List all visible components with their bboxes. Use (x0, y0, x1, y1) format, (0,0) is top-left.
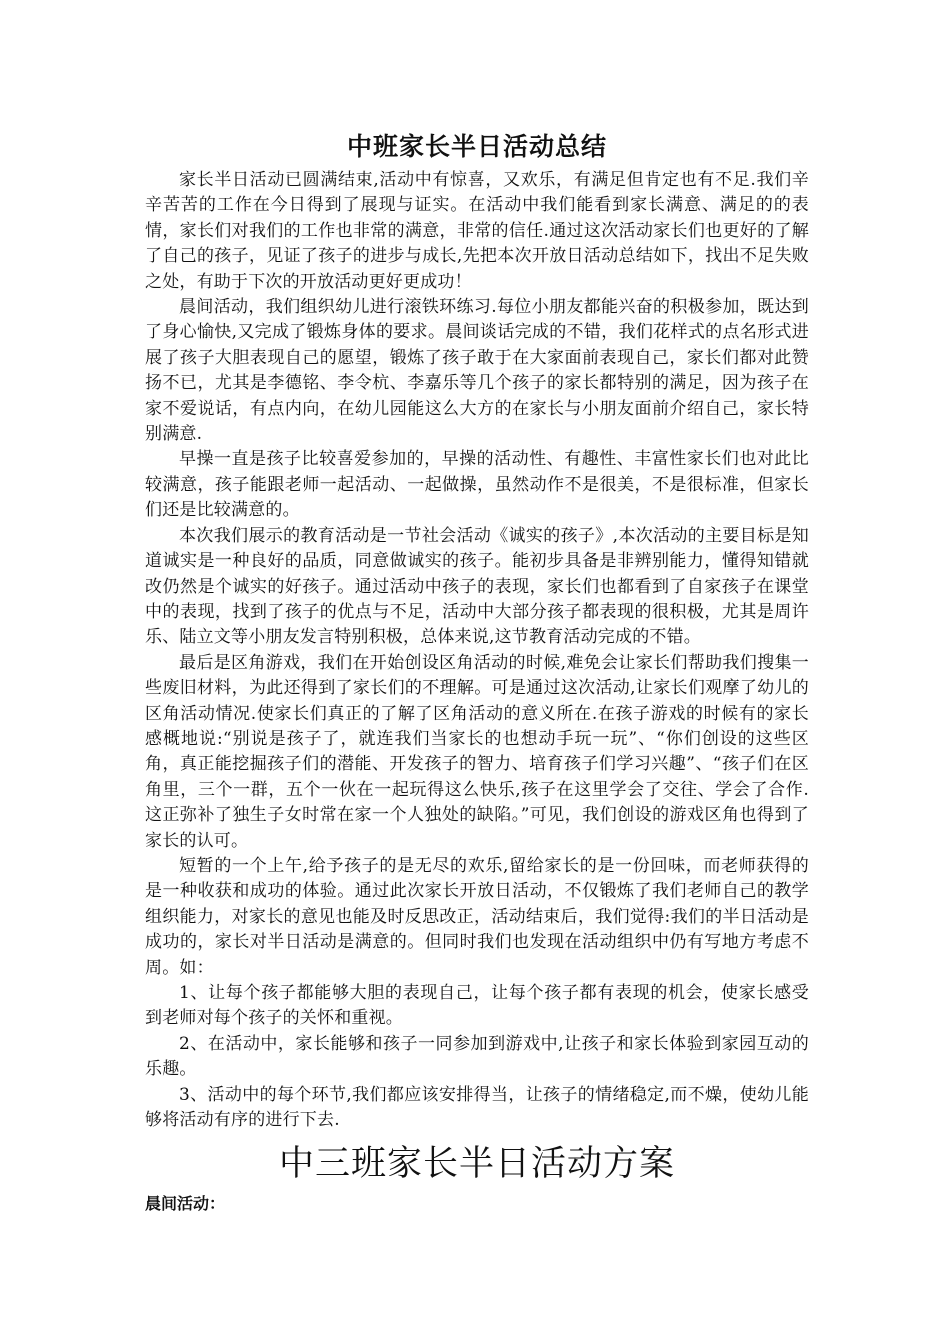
document-title: 中班家长半日活动总结 (346, 132, 607, 161)
section-subheading: 晨间活动： (145, 1194, 226, 1214)
paragraph-reflection: 短暂的一个上午,给予孩子的是无尽的欢乐,留给家长的是一份回味，而老师获得的是一种收获和成功的体验。通过此次家长开放日活动，不仅锻炼了我们老师自己的教学组织能力，对家长的意见也能及时反思改正，活动结束后，我们觉得:我们的半日活动是成功的，家长对半日活动是满意的。但同时我们也发现在活动组织中仍有写地方考虑不周。如： (145, 855, 809, 978)
second-document-title: 中三班家长半日活动方案 (278, 1144, 675, 1185)
list-item-2: 2、在活动中，家长能够和孩子一同参加到游戏中,让孩子和家长体验到家园互动的乐趣。 (145, 1033, 809, 1080)
paragraph-morning-activity: 晨间活动，我们组织幼儿进行滚铁环练习.每位小朋友都能兴奋的积极参加，既达到了身心愉快,又完成了锻炼身体的要求。晨间谈话完成的不错，我们花样式的点名形式进展了孩子大胆表现自己的愿望，锻炼了孩子敢于在大家面前表现自己，家长们都对此赞扬不已，尤其是李德铭、李令杭、李嘉乐等几个孩子的家长都特别的满足，因为孩子在家不爱说话，有点内向，在幼儿园能这么大方的在家长与小朋友面前介绍自己，家长特别满意. (145, 297, 809, 445)
document-page (145, 128, 809, 1217)
paragraph-corner-games: 最后是区角游戏，我们在开始创设区角活动的时候,难免会让家长们帮助我们搜集一些废旧材料，为此还得到了家长们的不理解。可是通过这次活动,让家长们观摩了幼儿的区角活动情况.使家长们真正的了解了区角活动的意义所在.在孩子游戏的时候有的家长感概地说:“别说是孩子了，就连我们当家长的也想动手玩一玩”、“你们创设的这些区角，真正能挖掘孩子们的潜能、开发孩子的智力、培育孩子们学习兴趣”、“孩子们在区角里，三个一群，五个一伙在一起玩得这么快乐,孩子在这里学会了交往、学会了合作.这正弥补了独生子女时常在家一个人独处的缺陷。”可见，我们创设的游戏区角也得到了家长的认可。 (145, 652, 809, 851)
list-item-3: 3、活动中的每个环节,我们都应该安排得当，让孩子的情绪稳定,而不燥，使幼儿能够将活动有序的进行下去. (145, 1084, 809, 1131)
paragraph-morning-exercise: 早操一直是孩子比较喜爱参加的，早操的活动性、有趣性、丰富性家长们也对此比较满意，孩子能跟老师一起活动、一起做操，虽然动作不是很美，不是很标准，但家长们还是比较满意的。 (145, 449, 809, 521)
paragraph-education-activity: 本次我们展示的教育活动是一节社会活动《诚实的孩子》,本次活动的主要目标是知道诚实是一种良好的品质，同意做诚实的孩子。能初步具备是非辨别能力，懂得知错就改仍然是个诚实的好孩子。通过活动中孩子的表现，家长们也都看到了自家孩子在课堂中的表现，找到了孩子的优点与不足，活动中大部分孩子都表现的很积极，尤其是周许乐、陆立文等小朋友发言特别积极，总体来说,这节教育活动完成的不错。 (145, 525, 809, 648)
paragraph-intro: 家长半日活动已圆满结束,活动中有惊喜，又欢乐，有满足但肯定也有不足.我们辛辛苦苦的工作在今日得到了展现与证实。在活动中我们能看到家长满意、满足的的表情，家长们对我们的工作也非常的满意，非常的信任.通过这次活动家长们也更好的了解了自己的孩子，见证了孩子的进步与成长,先把本次开放日活动总结如下，找出不足失败之处，有助于下次的开放活动更好更成功！ (145, 170, 809, 292)
list-item-1: 1、让每个孩子都能够大胆的表现自己，让每个孩子都有表现的机会，使家长感受到老师对每个孩子的关怀和重视。 (145, 983, 809, 1029)
